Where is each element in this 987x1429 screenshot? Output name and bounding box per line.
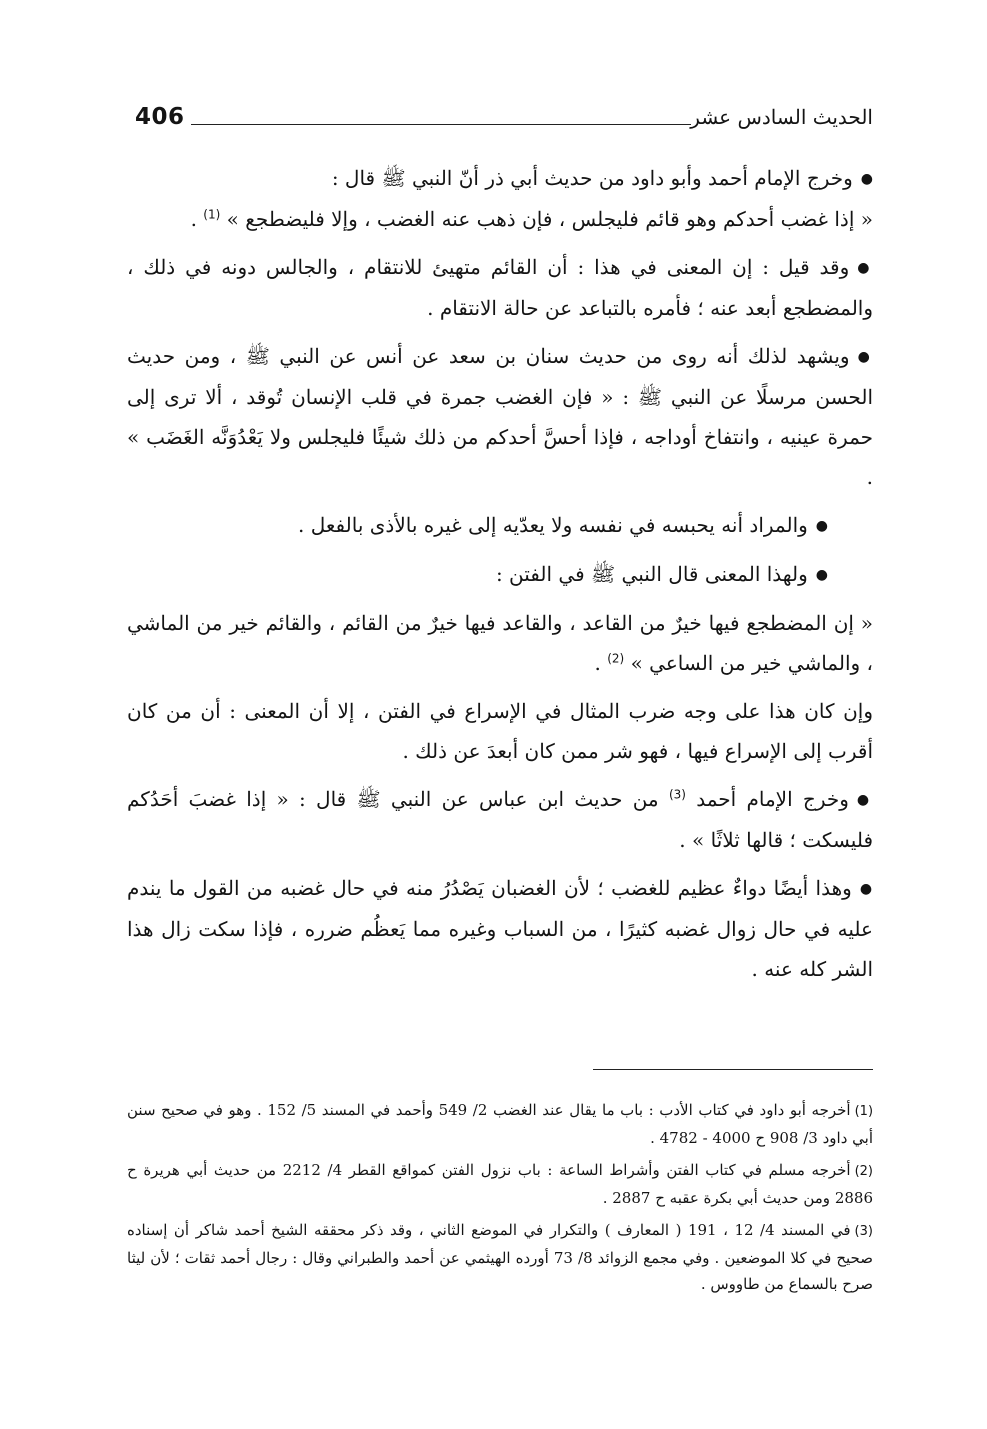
- bullet-icon: ●: [815, 567, 828, 583]
- footnote-ref-1[interactable]: (1): [203, 207, 221, 222]
- bullet-icon: ●: [856, 792, 874, 808]
- page-number: 406: [135, 104, 185, 130]
- paragraph-8: ●وخرج الإمام أحمد $^{(3)}$ من حديث ابن عباس عن النبي ﷺ قال : « إذا غضبَ أحَدُكم فليسكت ؛ قالها ثلاثًا » .: [127, 787, 874, 852]
- bullet-icon: ●: [860, 171, 873, 187]
- footnote-2: (2)أخرجه مسلم في كتاب الفتن وأشراط الساعة : باب نزول الفتن كمواقع القطر 4/ 2212 من حديث أبي هريرة ح 2886 ومن حديث أبي بكرة عقبه ح 2887 .: [127, 1161, 873, 1207]
- bullet-icon: ●: [857, 349, 873, 365]
- footnotes: [127, 1097, 873, 1303]
- footnote-separator: [593, 1069, 873, 1070]
- paragraph-5: ●ولهذا المعنى قال النبي ﷺ في الفتن :: [495, 562, 828, 586]
- page-header: [135, 100, 873, 140]
- bullet-icon: ●: [857, 260, 873, 276]
- paragraph-2: ●وقد قيل : إن المعنى في هذا : أن القائم متهيئ للانتقام ، والجالس دونه في ذلك ، والمضطجع أبعد عنه ؛ فأمره بالتباعد عن حالة الانتقام .: [127, 255, 873, 320]
- footnote-1: (1)أخرجه أبو داود في كتاب الأدب : باب ما يقال عند الغضب 2/ 549 وأحمد في المسند 5/ 152 . وهو في صحيح سنن أبي داود 3/ 908 ح 4000 - 4782 .: [127, 1101, 874, 1147]
- paragraph-3: ●ويشهد لذلك أنه روى من حديث سنان بن سعد عن أنس عن النبي ﷺ ، ومن حديث الحسن مرسلًا عن النبي ﷺ : « فإن الغضب جمرة في قلب الإنسان تُوقد ، ألا ترى إلى حمرة عينيه ، وانتفاخ أوداجه ، فإذا أحسَّ أحدكم من ذلك شيئًا فليجلس ولا يَعْدُوَنَّه الغَضَب » .: [127, 344, 873, 489]
- paragraph-9: ●وهذا أيضًا دواءٌ عظيم للغضب ؛ لأن الغضبان يَصْدُرُ منه في حال غضبه من القول ما يندم عليه في حال زوال غضبه كثيرًا ، من السباب وغيره مما يَعظُم ضرره ، فإذا سكت زال هذا الشر كله عنه .: [127, 876, 874, 981]
- footnote-ref-3[interactable]: (3): [668, 787, 686, 802]
- bullet-icon: ●: [859, 881, 874, 897]
- paragraph-1: ●وخرج الإمام أحمد وأبو داود من حديث أبي ذر أنّ النبي ﷺ قال :: [331, 166, 873, 190]
- header-rule: [191, 124, 691, 125]
- paragraph-7: وإن كان هذا على وجه ضرب المثال في الإسراع في الفتن ، إلا أن المعنى : أن من كان أقرب إلى الإسراع فيها ، فهو شر ممن كان أبعدَ عن ذلك .: [127, 699, 873, 763]
- footnote-ref-2[interactable]: (2): [607, 651, 625, 666]
- paragraph-6-quote: « إن المضطجع فيها خيرٌ من القاعد ، والقاعد فيها خيرٌ من القائم ، والقائم خير من الماشي ، والماشي خير من الساعي » $^{(2)}$ .: [127, 611, 873, 675]
- paragraph-4: ●والمراد أنه يحبسه في نفسه ولا يعدّيه إلى غيره بالأذى بالفعل .: [298, 513, 828, 537]
- paragraph-1-quote: « إذا غضب أحدكم وهو قائم فليجلس ، فإن ذهب عنه الغضب ، وإلا فليضطجع » $^{(1)}$ .: [190, 207, 873, 231]
- footnote-3: (3)في المسند 4/ 12 ، 191 ( المعارف ) والتكرار في الموضع الثاني ، وقد ذكر محققه الشيخ أحمد شاكر أن إسناده صحيح في كلا الموضعين . وفي مجمع الزوائد 8/ 73 أورده الهيثمي عن أحمد والطبراني وقال : رجال أحمد ثقات ؛ لأن ليثا صرح بالسماع من طاووس .: [127, 1221, 873, 1293]
- bullet-icon: ●: [815, 518, 828, 534]
- running-title: الحديث السادس عشر: [690, 105, 873, 129]
- main-text: [127, 158, 873, 997]
